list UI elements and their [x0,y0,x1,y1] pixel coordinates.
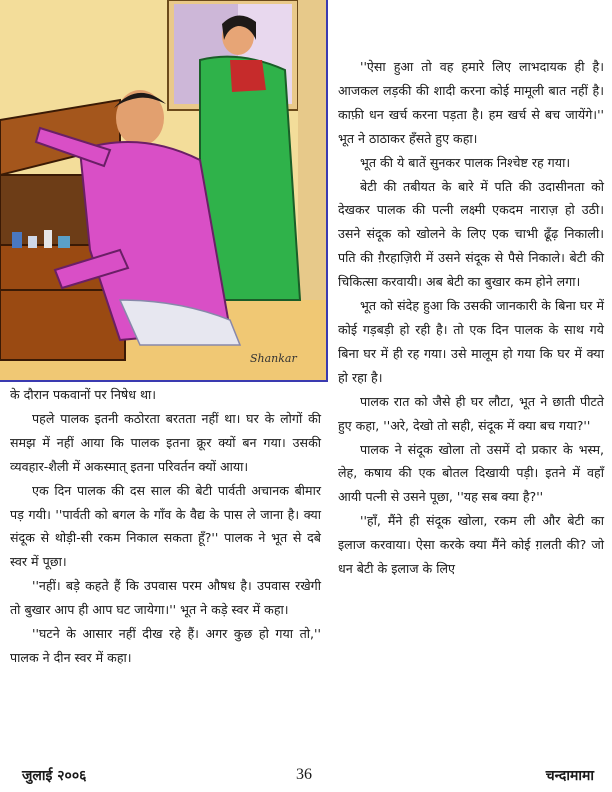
paragraph: ''घटने के आसार नहीं दीख रहे हैं। अगर कुछ हो गया तो,'' पालक ने दीन स्वर में कहा। [10,626,321,665]
paragraph: पहले पालक इतनी कठोरता बरतता नहीं था। घर के लोगों की समझ में नहीं आया कि पालक इतना क्रूर क्यों बन गया। उसकी व्यवहार-शैली में अकस्मात् इतना परिवर्तन क्यों आया। [10,410,321,474]
story-illustration [0,0,328,382]
paragraph: एक दिन पालक की दस साल की बेटी पार्वती अचानक बीमार पड़ गयी। ''पार्वती को बगल के गाँव के वैद्य के पास ले जाना है। क्या संदूक से थोड़ी-सी रकम निकाल सकता हूँ?'' पालक ने भूत से दबे स्वर में पूछा। [10,482,321,570]
text-column-left [10,383,321,670]
paragraph: के दौरान पकवानों पर निषेध था। [10,387,157,402]
page-footer [0,766,612,788]
page-number: 36 [296,766,312,783]
paragraph: बेटी की तबीयत के बारे में पति की उदासीनता को देखकर पालक की पत्नी लक्ष्मी एकदम नाराज़ हो उठी। उसने संदूक को खोलने के लिए एक चाभी ढूँढ़ निकाली। पति की ग़ैरहाज़िरी में उसने संदूक से पैसे निकाले। बेटी की चिकित्सा करवायी। अब बेटी का बुखार कम होने लगा। [338,178,604,290]
footer-issue-date: जुलाई २००६ [22,768,87,784]
paragraph: ''ऐसा हुआ तो वह हमारे लिए लाभदायक ही है। आजकल लड़की की शादी करना कोई मामूली बात नहीं है। काफ़ी धन खर्च करना पड़ता है। हम खर्च से बच जायेंगे।'' भूत ने ठाठाकर हँसते हुए कहा। [338,59,604,146]
paragraph: पालक ने संदूक खोला तो उसमें दो प्रकार के भस्म, लेह, कषाय की एक बोतल दिखायी पड़ी। इतने में वहाँ आयी पत्नी से उसने पूछा, ''यह सब क्या है?'' [338,441,604,505]
illustration-art [0,0,326,380]
paragraph: पालक रात को जैसे ही घर लौटा, भूत ने छाती पीटते हुए कहा, ''अरे, देखो तो सही, संदूक में क्या बच गया?'' [338,393,604,433]
illustration-signature: Shankar [250,352,297,365]
paragraph: ''हाँ, मैंने ही संदूक खोला, रकम ली और बेटी का इलाज करवाया। ऐसा करके क्या मैंने कोई ग़लती की? जो धन बेटी के इलाज के लिए [338,513,604,577]
paragraph: भूत को संदेह हुआ कि उसकी जानकारी के बिना घर में कोई गड़बड़ी हो रही है। तो एक दिन पालक के साथ गये बिना घर में ही रह गया। उसे मालूम हो गया कि घर में क्या हो रहा है। [338,298,604,385]
magazine-name: चन्दामामा [545,768,594,784]
paragraph: ''नहीं। बड़े कहते हैं कि उपवास परम औषध है। उपवास रखेगी तो बुखार आप ही आप घट जायेगा।'' भूत ने कड़े स्वर में कहा। [10,578,321,618]
paragraph: भूत की ये बातें सुनकर पालक निश्चेष्ट रह गया। [360,154,571,170]
text-column-right [338,55,604,581]
